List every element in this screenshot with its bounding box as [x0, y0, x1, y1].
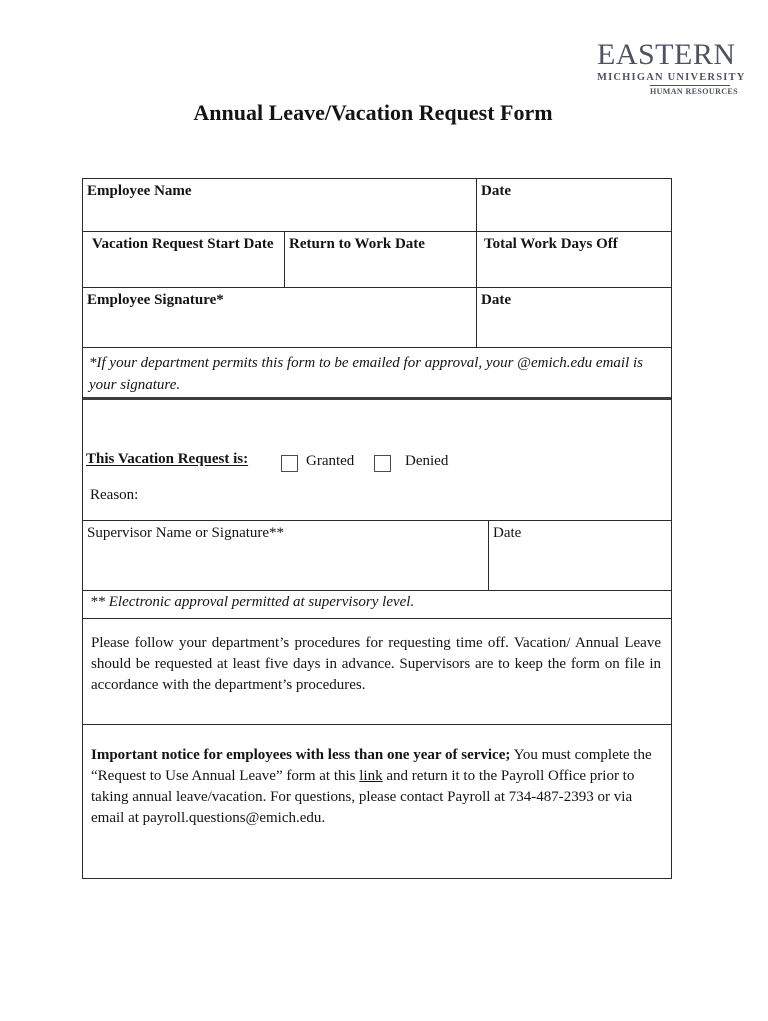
employee-signature-label: Employee Signature*: [87, 292, 224, 308]
return-date-label: Return to Work Date: [289, 236, 425, 252]
signature-date-label: Date: [481, 292, 511, 308]
important-notice: [83, 725, 671, 878]
annual-leave-form-link[interactable]: link: [359, 768, 383, 784]
notice-text-before-link: You must complete the “Request to Use Annual Leave” form at this: [91, 747, 652, 784]
notice-row: [83, 724, 671, 878]
electronic-note-row: [83, 590, 671, 618]
employee-name-blank[interactable]: [83, 199, 476, 231]
denied-label: Denied: [405, 453, 449, 469]
total-days-field[interactable]: [476, 232, 671, 287]
supervisor-row: [83, 520, 671, 590]
return-date-field[interactable]: [284, 232, 476, 287]
start-date-field[interactable]: [83, 232, 284, 287]
employee-signature-field[interactable]: [83, 288, 476, 347]
employee-date-label: Date: [481, 183, 511, 199]
employee-name-label: Employee Name: [87, 183, 192, 199]
granted-checkbox[interactable]: [281, 455, 298, 472]
reason-field[interactable]: [151, 482, 665, 518]
supervisor-name-field[interactable]: [83, 521, 488, 590]
supervisor-date-field[interactable]: [488, 521, 671, 590]
employee-date-field[interactable]: [476, 179, 671, 231]
page-title: Annual Leave/Vacation Request Form: [193, 100, 553, 125]
employee-signature-row: [83, 287, 671, 347]
email-note-row: [83, 347, 671, 397]
reason-label: Reason:: [90, 487, 139, 503]
decision-section: [83, 397, 671, 520]
procedures-paragraph: Please follow your department’s procedures for requesting time off. Vacation/ Annual Leave should be requested at least five days in advance. Supervisors are to keep the form on file in accordance with the department’s procedures.: [91, 635, 661, 693]
procedures-row: [83, 618, 671, 724]
human-resources-text: HUMAN RESOURCES: [650, 87, 739, 96]
total-days-label: Total Work Days Off: [484, 236, 618, 252]
email-approval-note: *If your department permits this form to be emailed for approval, your @emich.edu email is your signature.: [89, 355, 644, 393]
employee-date-blank[interactable]: [477, 199, 671, 231]
vacation-dates-row: [83, 231, 671, 287]
notice-text-after-link: and return it to the Payroll Office prior to taking annual leave/vacation. For questions, please contact Payroll at 734-487-2393 or via email at payroll.questions@emich.edu.: [91, 768, 635, 826]
granted-label: Granted: [306, 453, 355, 469]
return-date-blank[interactable]: [285, 252, 476, 287]
signature-date-blank[interactable]: [477, 308, 671, 347]
leave-request-table: [82, 178, 672, 879]
supervisor-name-blank[interactable]: [83, 541, 488, 590]
total-days-blank[interactable]: [477, 252, 671, 287]
supervisor-date-blank[interactable]: [489, 541, 671, 590]
supervisor-date-label: Date: [493, 525, 522, 541]
start-date-blank[interactable]: [83, 252, 284, 287]
emu-logo: [597, 38, 746, 96]
employee-name-row: [83, 179, 671, 231]
electronic-approval-note: ** Electronic approval permitted at supervisory level.: [90, 594, 415, 610]
signature-date-field[interactable]: [476, 288, 671, 347]
decision-prompt: This Vacation Request is:: [86, 451, 249, 467]
supervisor-name-label: Supervisor Name or Signature**: [87, 525, 285, 541]
employee-name-field[interactable]: [83, 179, 476, 231]
start-date-label: Vacation Request Start Date: [92, 236, 274, 252]
employee-signature-blank[interactable]: [83, 308, 476, 347]
denied-checkbox[interactable]: [374, 455, 391, 472]
eastern-wordmark: EASTERN: [597, 38, 736, 71]
notice-bold-intro: Important notice for employees with less than one year of service;: [91, 747, 511, 763]
michigan-university-text: MICHIGAN UNIVERSITY: [597, 72, 746, 83]
